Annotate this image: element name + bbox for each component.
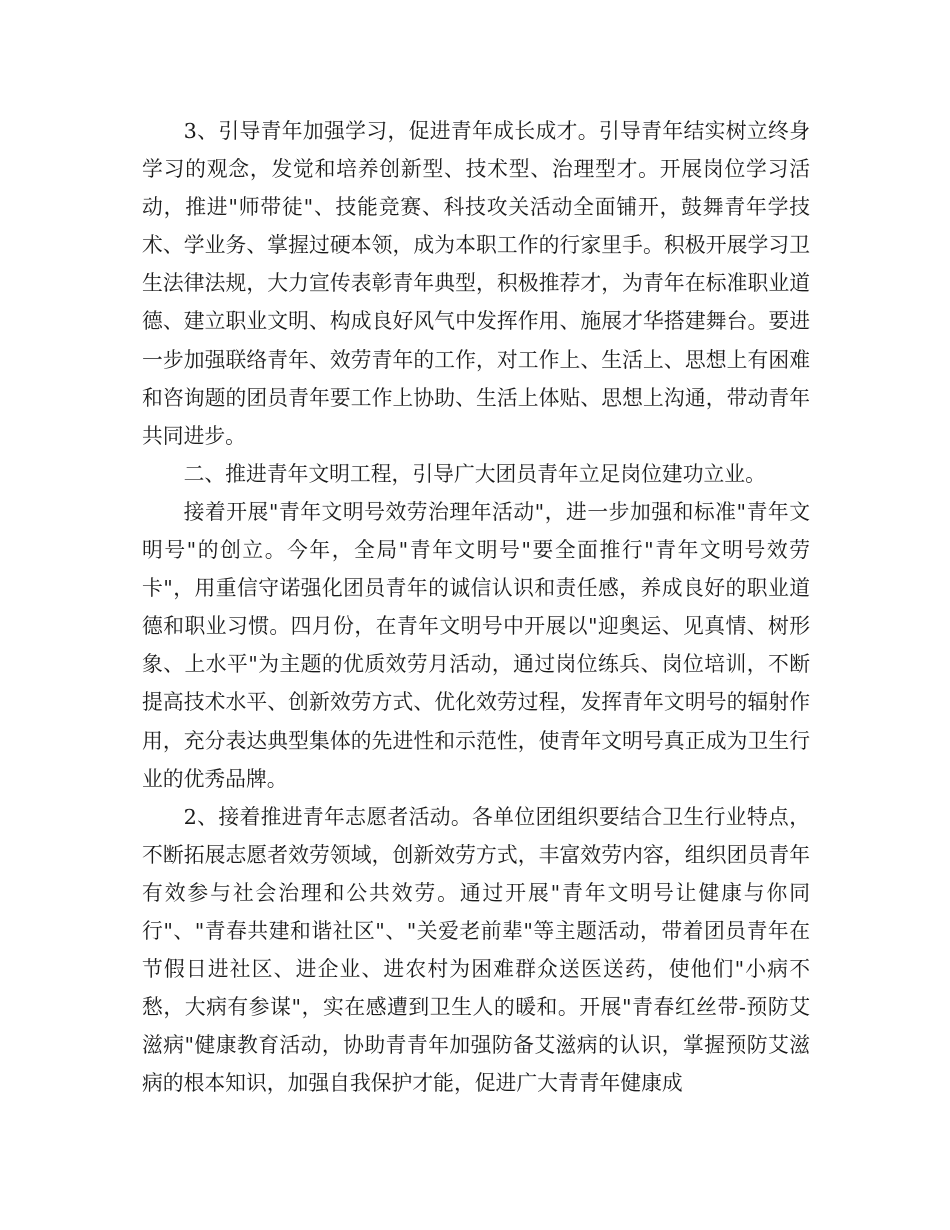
paragraph-civilization-service: 接着开展"青年文明号效劳治理年活动"，进一步加强和标准"青年文明号"的创立。今年，全局"青年文明号"要全面推行"青年文明号效劳卡"，用重信守诺强化团员青年的诚信认识和责任感，养成良好的职业道德和职业习惯。四月份，在青年文明号中开展以"迎奥运、见真情、树形象、上水平"为主题的优质效劳月活动，通过岗位练兵、岗位培训，不断提高技术水平、创新效劳方式、优化效劳过程，发挥青年文明号的辐射作用，充分表达典型集体的先进性和示范性，使青年文明号真正成为卫生行业的优秀品牌。 <box>142 499 810 791</box>
section-heading-civilization: 二、推进青年文明工程，引导广大团员青年立足岗位建功立业。 <box>183 461 766 486</box>
paragraph-learning: 3、引导青年加强学习，促进青年成长成才。引导青年结实树立终身学习的观念，发觉和培养创新型、技术型、治理型才。开展岗位学习活动，推进"师带徒"、技能竞赛、科技攻关活动全面铺开，鼓舞青年学技术、学业务、掌握过硬本领，成为本职工作的行家里手。积极开展学习卫生法律法规，大力宣传表彰青年典型，积极推荐才，为青年在标准职业道德、建立职业文明、构成良好风气中发挥作用、施展才华搭建舞台。要进一步加强联络青年、效劳青年的工作，对工作上、生活上、思想上有困难和咨询题的团员青年要工作上协助、生活上体贴、思想上沟通，带动青年共同进步。 <box>142 119 810 448</box>
document-body <box>142 112 810 1102</box>
paragraph-volunteer: 2、接着推进青年志愿者活动。各单位团组织要结合卫生行业特点，不断拓展志愿者效劳领域，创新效劳方式，丰富效劳内容，组织团员青年有效参与社会治理和公共效劳。通过开展"青年文明号让健康与你同行"、"青春共建和谐社区"、"关爱老前辈"等主题活动，带着团员青年在节假日进社区、进企业、进农村为困难群众送医送药，使他们"小病不愁，大病有参谋"，实在感遭到卫生人的暖和。开展"青春红丝带-预防艾滋病"健康教育活动，协助青青年加强防备艾滋病的认识，掌握预防艾滋病的根本知识，加强自我保护才能，促进广大青青年健康成 <box>142 804 810 1096</box>
